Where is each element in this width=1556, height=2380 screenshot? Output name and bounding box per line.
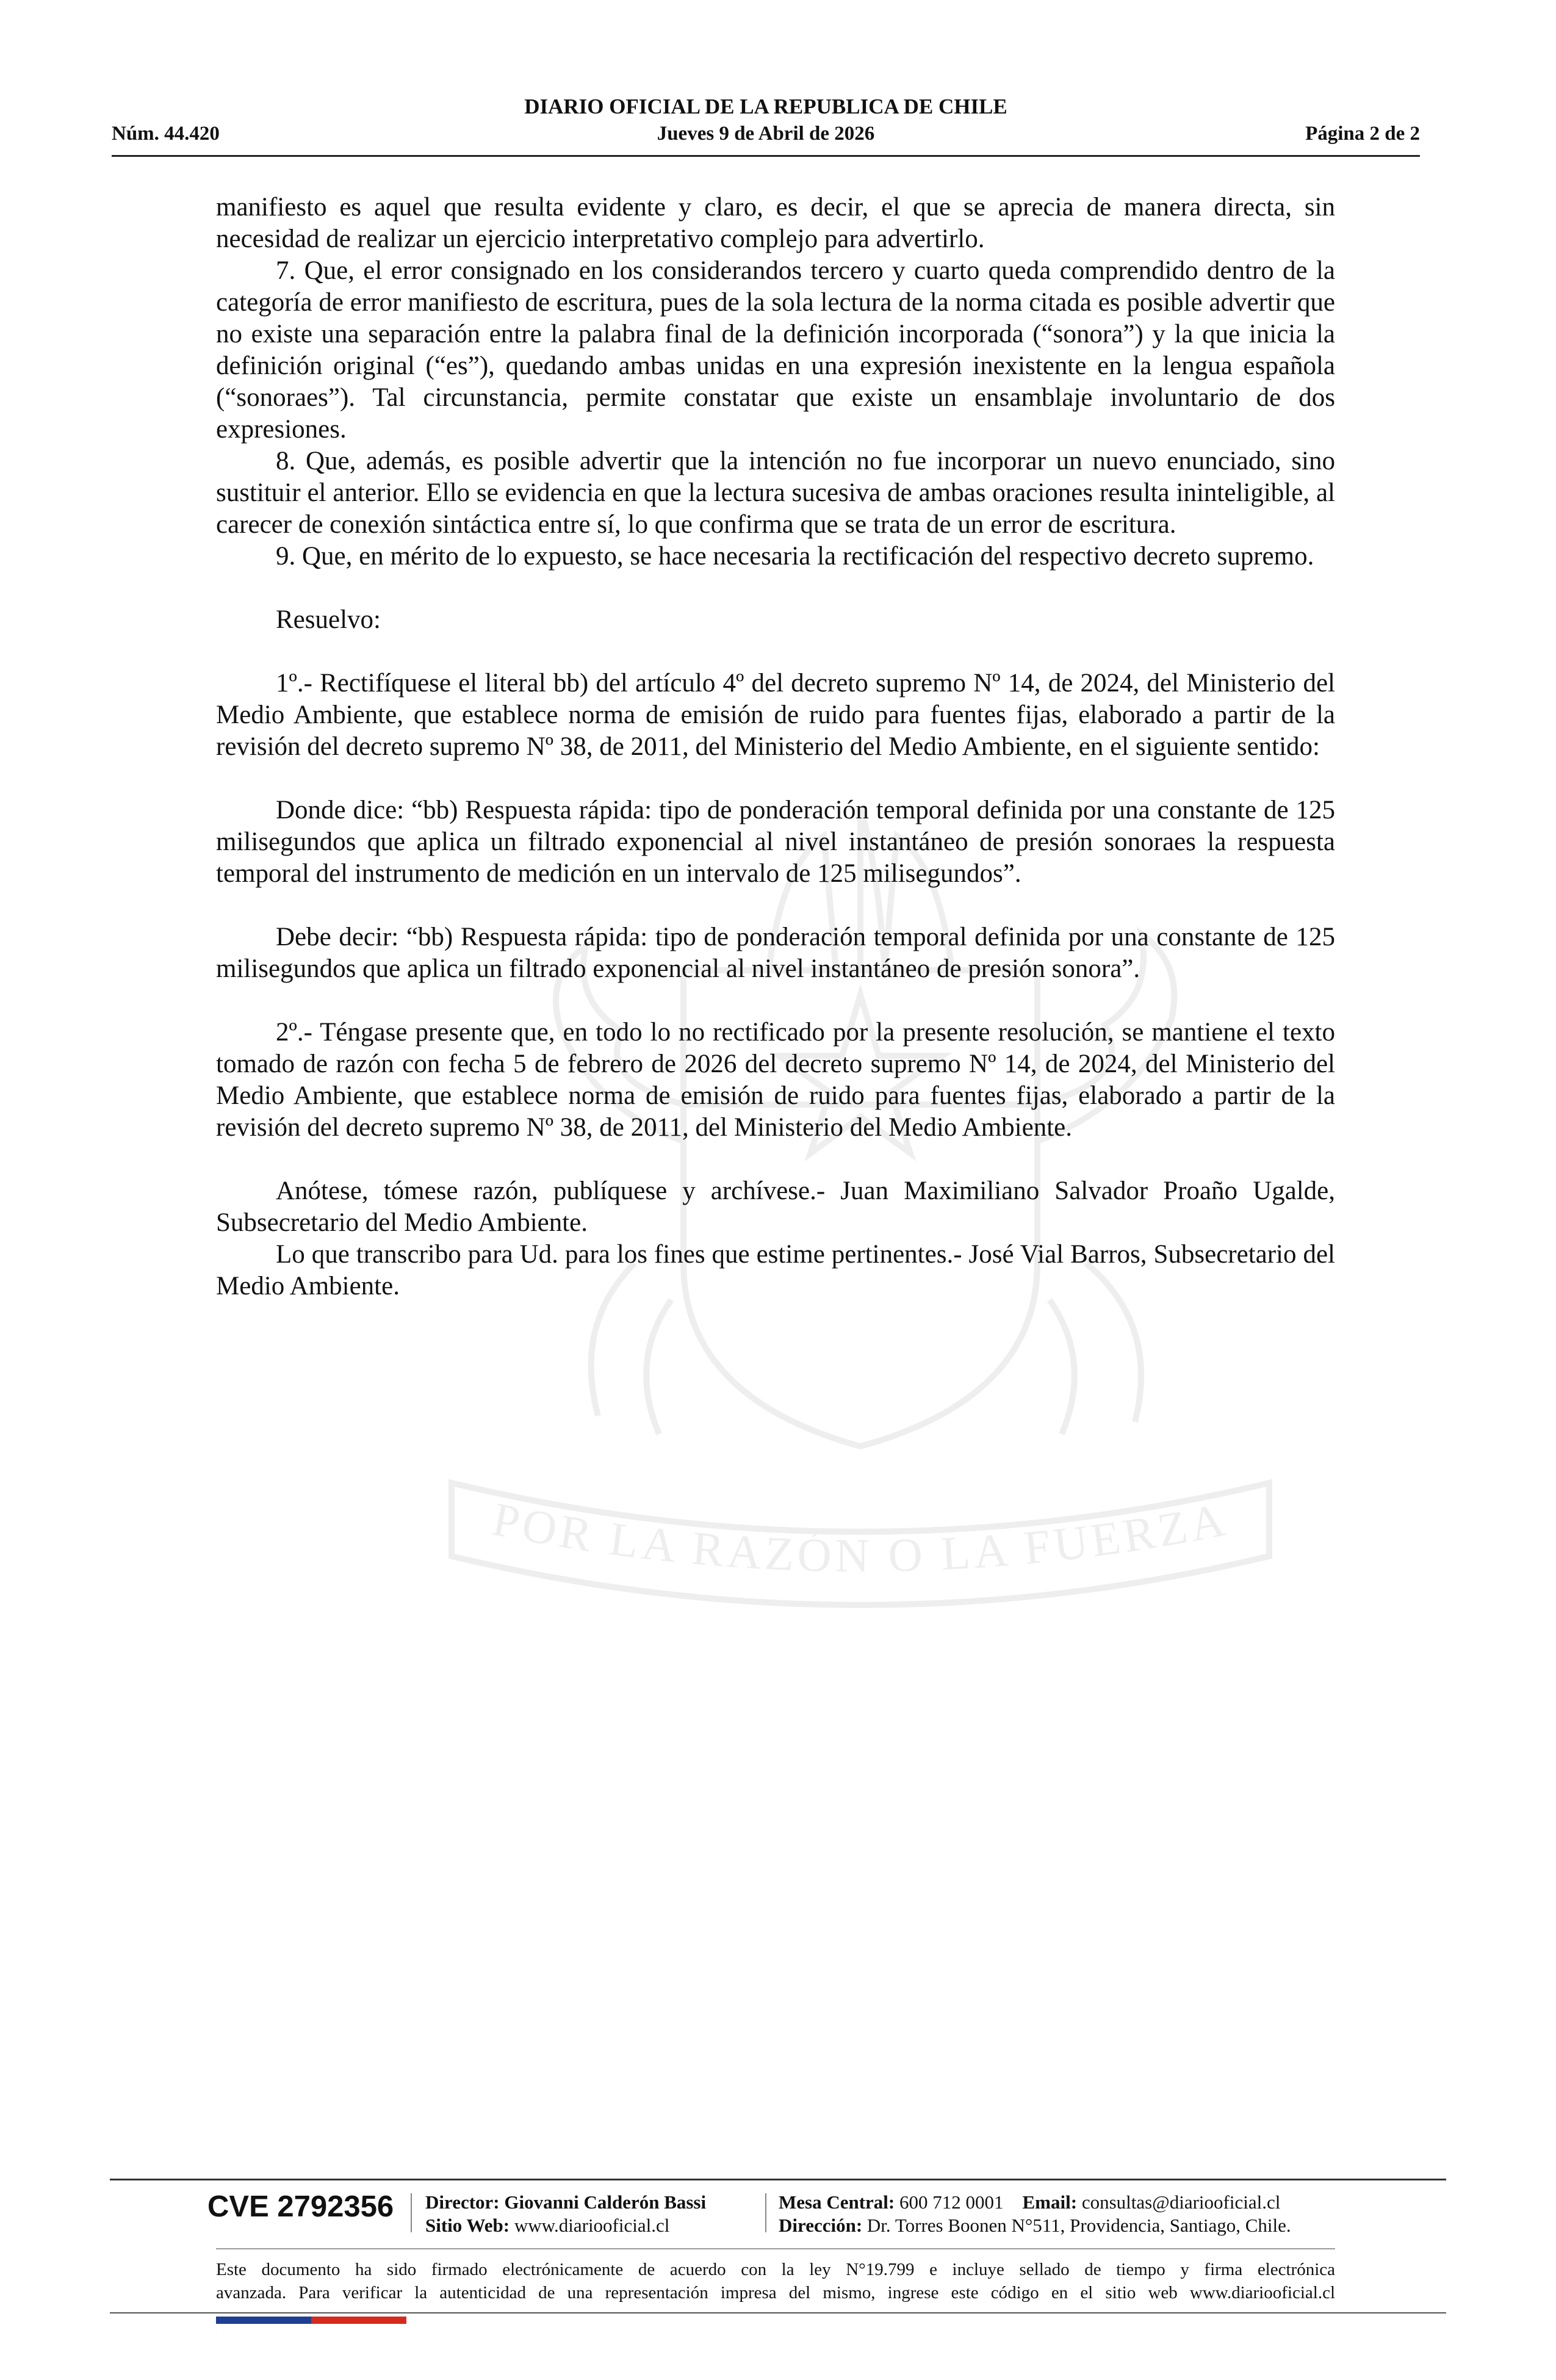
- footer-director-block: [425, 2191, 706, 2237]
- spacer: [216, 763, 1335, 795]
- direccion-label: Dirección:: [779, 2215, 863, 2236]
- legal-notice: [216, 2258, 1335, 2304]
- director-name: Giovanni Calderón Bassi: [504, 2191, 707, 2213]
- header-divider: [112, 155, 1420, 157]
- resolution-item-1: 1º.- Rectifíquese el literal bb) del artículo 4º del decreto supremo Nº 14, de 2024, del Ministerio del Medio Ambiente, que establece norma de emisión de ruido para fuentes fijas, elaborado a partir de la revisión del decreto supremo Nº 38, de 2011, del Ministerio del Medio Ambiente, en el siguiente sentido:: [216, 669, 1335, 761]
- document-body: [216, 192, 1335, 1302]
- transcription-note: Lo que transcribo para Ud. para los fines que estime pertinentes.- José Vial Barros, Subsecretario del Medio Ambiente.: [216, 1240, 1335, 1300]
- donde-dice: Donde dice: “bb) Respuesta rápida: tipo de ponderación temporal definida por una constante de 125 milisegundos que aplica un filtrado exponencial al nivel instantáneo de presión sonoraes la respuesta temporal del instrumento de medición en un intervalo de 125 milisegundos”.: [216, 796, 1335, 888]
- footer-separator: [765, 2193, 766, 2232]
- svg-text:POR LA RAZÓN O LA FUERZA: [488, 1492, 1232, 1582]
- issue-number: Núm. 44.420: [112, 123, 220, 145]
- cve-code: CVE 2792356: [207, 2190, 394, 2223]
- footer-divider-bottom: [110, 2312, 1446, 2313]
- closing-formula: Anótese, tómese razón, publíquese y archívese.- Juan Maximiliano Salvador Proaño Ugalde, Subsecretario del Medio Ambiente.: [216, 1177, 1335, 1237]
- page-number: Página 2 de 2: [1305, 123, 1420, 145]
- considerando-7: 7. Que, el error consignado en los considerandos tercero y cuarto queda comprendido dentro de la categoría de error manifiesto de escritura, pues de la sola lectura de la norma citada es posible advertir que no existe una separación entre la palabra final de la definición incorporada (“sonora”) y la que inicia la definición original (“es”), quedando ambas unidas en una expresión inexistente en la lengua española (“sonoraes”). Tal circunstancia, permite constatar que existe un ensamblaje involuntario de dos expresiones.: [216, 256, 1335, 444]
- legal-line-2: avanzada. Para verificar la autenticidad de una representación impresa del mismo, ingrese este código en el sitio web www.diariooficial.cl: [216, 2283, 1335, 2302]
- footer-separator: [411, 2193, 412, 2232]
- email-link[interactable]: consultas@diariooficial.cl: [1081, 2191, 1281, 2213]
- flag-stripe-red: [311, 2317, 406, 2324]
- watermark-motto: POR LA RAZÓN O LA FUERZA: [488, 1491, 1233, 1582]
- legal-line-1: Este documento ha sido firmado electrónicamente de acuerdo con la ley N°19.799 e incluye sellado de tiempo y firma electrónica: [216, 2260, 1335, 2279]
- site-label: Sitio Web:: [425, 2215, 510, 2236]
- resolution-item-2: 2º.- Téngase presente que, en todo lo no rectificado por la presente resolución, se mantiene el texto tomado de razón con fecha 5 de febrero de 2026 del decreto supremo Nº 14, de 2024, del Ministerio del Medio Ambiente, que establece norma de emisión de ruido para fuentes fijas, elaborado a partir de la revisión del decreto supremo Nº 38, de 2011, del Ministerio del Medio Ambiente.: [216, 1018, 1335, 1142]
- footer-divider-top: [110, 2179, 1446, 2180]
- considerando-9: 9. Que, en mérito de lo expuesto, se hace necesaria la rectificación del respectivo decreto supremo.: [276, 542, 1314, 571]
- mesa-label: Mesa Central:: [779, 2191, 895, 2213]
- resuelvo-heading: Resuelvo:: [276, 605, 381, 634]
- spacer: [216, 636, 1335, 668]
- footer-contact-block: [779, 2191, 1291, 2237]
- spacer: [216, 985, 1335, 1017]
- paragraph-continuation: manifiesto es aquel que resulta evidente y claro, es decir, el que se aprecia de manera directa, sin necesidad de realizar un ejercicio interpretativo complejo para advertirlo.: [216, 193, 1335, 253]
- debe-decir: Debe decir: “bb) Respuesta rápida: tipo de ponderación temporal definida por una constante de 125 milisegundos que aplica un filtrado exponencial al nivel instantáneo de presión sonora”.: [216, 923, 1335, 983]
- site-link[interactable]: www.diariooficial.cl: [514, 2215, 670, 2236]
- spacer: [216, 1144, 1335, 1175]
- spacer: [216, 890, 1335, 921]
- considerando-8: 8. Que, además, es posible advertir que la intención no fue incorporar un nuevo enunciado, sino sustituir el anterior. Ello se evidencia en que la lectura sucesiva de ambas oraciones resulta ininteligible, al carecer de conexión sintáctica entre sí, lo que confirma que se trata de un error de escritura.: [216, 447, 1335, 539]
- director-label: Director:: [425, 2191, 500, 2213]
- email-label: Email:: [1022, 2191, 1078, 2213]
- direccion-address: Dr. Torres Boonen N°511, Providencia, Santiago, Chile.: [866, 2215, 1291, 2236]
- spacer: [216, 572, 1335, 604]
- mesa-phone: 600 712 0001: [899, 2191, 1004, 2213]
- footer-divider-mid: [216, 2248, 1335, 2249]
- page-header: [112, 95, 1420, 156]
- issue-date: Jueves 9 de Abril de 2026: [657, 123, 875, 145]
- publication-title: DIARIO OFICIAL DE LA REPUBLICA DE CHILE: [524, 95, 1007, 118]
- flag-stripe-blue: [216, 2317, 311, 2324]
